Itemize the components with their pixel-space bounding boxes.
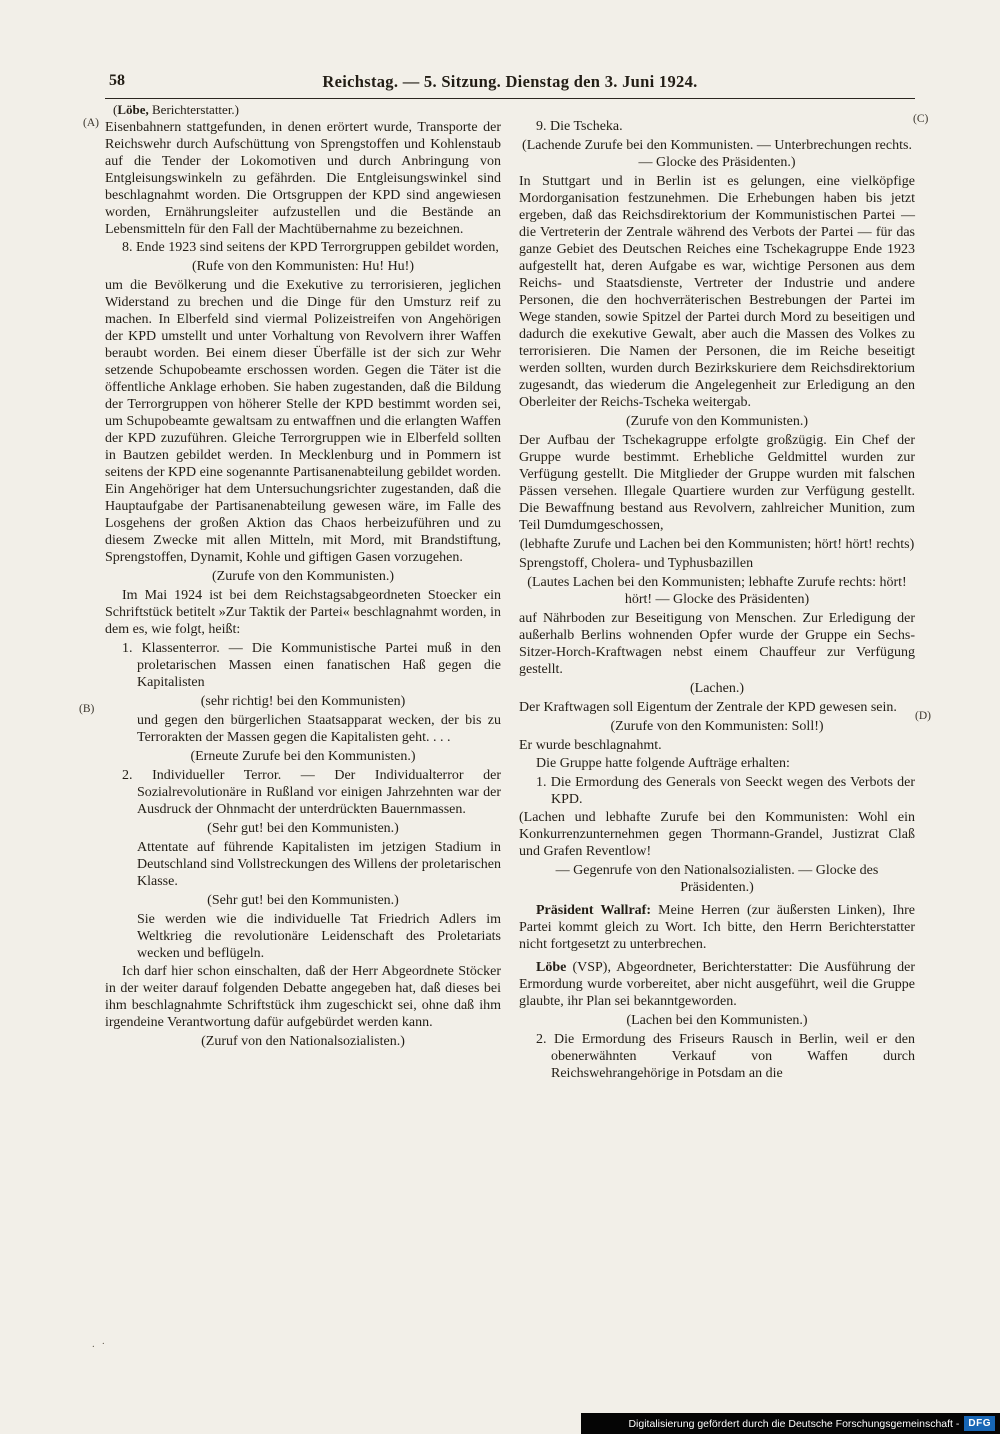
paragraph: (Erneute Zurufe bei den Kommunisten.) [190, 749, 416, 764]
paragraph: Attentate auf führende Kapitalisten im jetzigen Stadium in Deutschland sind Vollstreckungen des Willens der proletarischen Klasse. [137, 840, 501, 889]
page-number: 58 [109, 72, 125, 89]
margin-marker-d: (D) [915, 710, 931, 722]
paragraph: auf Nährboden zur Beseitigung von Menschen. Zur Erledigung der außerhalb Berlins wohnenden Opfer wurde der Gruppe ein Sechs-Sitzer-Horch-Kraftwagen nebst einem Chauffeur zur Verfügung gestellt. [519, 611, 915, 677]
paragraph: Ich darf hier schon einschalten, daß der Herr Abgeordnete Stöcker in der weiter darauf folgenden Debatte angegeben hat, daß dieses bei ihm beschlagnahmte Schriftstück ihm zugeschickt sei, ohne daß ihm irgendeine Verantwortung dafür aufgebürdet werden kann. [105, 964, 501, 1030]
paragraph: (Sehr gut! bei den Kommunisten.) [207, 821, 399, 836]
paragraph: (Lautes Lachen bei den Kommunisten; lebhafte Zurufe rechts: hört! hört! — Glocke des Präsidenten) [527, 575, 907, 607]
paragraph: Er wurde beschlagnahmt. [519, 738, 662, 753]
paragraph: 2. Individueller Terror. — Der Individualterror der Sozialrevolutionäre in Rußland vor einigen Jahrzehnten war der Ausdruck der Ohnmacht der unterdrückten Bauernmassen. [122, 768, 501, 817]
page-header [105, 72, 915, 96]
section-heading: 9. Die Tscheka. [536, 119, 623, 134]
speaker-note: (Löbe, Berichterstatter.) [113, 102, 240, 117]
paragraph: Der Aufbau der Tschekagruppe erfolgte großzügig. Ein Chef der Gruppe wurde bestimmt. Erhebliche Geldmittel wurden zur Verfügung gestellt. Die Mitglieder der Gruppe wurden mit falschen Pässen versehen. Illegale Quartiere wurden zur Verfügung gestellt. Die Bewaffnung bestand aus Revolvern, zahlreicher Munition, zum Teil Dumdumgeschossen, [519, 433, 915, 533]
paragraph: um die Bevölkerung und die Exekutive zu terrorisieren, jeglichen Widerstand zu brechen und die Dinge für den Umsturz reif zu machen. In Elberfeld sind viermal Polizeistreifen von Angehörigen der KPD umstellt und unter Vorhaltung von Revolvern ihrer Waffen beraubt worden. Bei einem dieser Überfälle ist der sich zur Wehr setzende Schupobeamte erschossen worden. Gegen die Täter ist die öffentliche Anklage erhoben. Sie haben zugestanden, daß die Bildung der Terrorgruppen von höherer Stelle der KPD bestimmt worden sei, um Schupobeamte gewaltsam zu entwaffnen und die erlangten Waffen der KPD zuzuführen. Gleiche Terrorgruppen wie in Elberfeld sollten in Bautzen gebildet werden. In Mecklenburg und in Pommern ist seitens der KPD eine sogenannte Partisanenabteilung gebildet worden. Ein Angehöriger hat dem Untersuchungsrichter zugestanden, daß die Hauptaufgabe der Partisanenabteilung gewesen wäre, im Falle des Losgehens der großen Aktion das Chaos herbeizuführen und zu diesem Zwecke mit allen Mitteln, mit Mord, mit Brandstiftung, Sprengstoffen, Dynamit, Kohle und giftigen Gasen vorzugehen. [105, 278, 501, 565]
paragraph: 1. Die Ermordung des Generals von Seeckt wegen des Verbots der KPD. [536, 775, 915, 807]
paragraph: (lebhafte Zurufe und Lachen bei den Kommunisten; hört! hört! rechts) [519, 537, 915, 552]
paragraph: 8. Ende 1923 sind seitens der KPD Terrorgruppen gebildet worden, [122, 240, 499, 255]
paragraph: (sehr richtig! bei den Kommunisten) [200, 694, 406, 709]
paragraph: 1. Klassenterror. — Die Kommunistische Partei muß in den proletarischen Massen einen fanatischen Haß gegen die Kapitalisten [122, 641, 501, 690]
stray-marks: . · [92, 1338, 108, 1350]
paragraph: Im Mai 1924 ist bei dem Reichstagsabgeordneten Stoecker ein Schriftstück betitelt »Zur Taktik der Partei« beschlagnahmt worden, in dem es, wie folgt, heißt: [105, 588, 501, 637]
margin-marker-c: (C) [913, 113, 929, 125]
paragraph: (Zuruf von den Nationalsozialisten.) [201, 1034, 405, 1049]
text-columns [105, 101, 915, 1083]
header-rule [105, 98, 915, 99]
loebe-speech: Löbe (VSP), Abgeordneter, Berichterstatter: Die Ausführung der Ermordung wurde vorbereitet, aber nicht ausgeführt, weil die Gruppe glaubte, ihr Plan sei bekanntgeworden. [519, 960, 915, 1009]
paragraph: Eisenbahnern stattgefunden, in denen erörtert wurde, Transporte der Reichswehr durch Aufschüttung von Sprengstoffen und Kohlenstaub auf die Tender der Lokomotiven und durch Anbringung von Entgleisungswinkeln zu gefährden. Die Entgleisungswinkel sind beschlagnahmt worden. Die Ortsgruppen der KPD sind angewiesen worden, Ernährungsleiter aufzustellen und die Bestände an Lebensmitteln für den Fall der Machtübernahme zu bezeichnen. [105, 120, 501, 237]
footer-text: Digitalisierung gefördert durch die Deutsche Forschungsgemeinschaft - [628, 1417, 960, 1430]
footer-bar [581, 1413, 1000, 1434]
paragraph: (Lachende Zurufe bei den Kommunisten. — Unterbrechungen rechts. — Glocke des Präsidenten.) [522, 138, 912, 170]
margin-marker-a: (A) [83, 117, 99, 129]
paragraph: (Zurufe von den Kommunisten.) [626, 414, 808, 429]
paragraph: (Lachen.) [689, 681, 745, 696]
right-column [519, 101, 915, 1083]
paragraph: Der Kraftwagen soll Eigentum der Zentrale der KPD gewesen sein. [519, 700, 897, 715]
paragraph: In Stuttgart und in Berlin ist es gelungen, eine vielköpfige Mordorganisation festzunehmen. Die Erhebungen haben bis jetzt ergeben, daß das Reichsdirektorium der Kommunistischen Partei — die Vertreterin der Zentrale während des Verbots der Partei — für das ganze Gebiet des Deutschen Reiches eine Tschekagruppe Ende 1923 aufgestellt hat, deren Aufgabe es war, wichtige Personen aus dem Reichs- und Staatsdienste, Vertreter der Industrie und andere Personen, die den hochverräterischen Bestrebungen der Partei im Wege standen, sowie Spitzel der Partei durch Mord zu beseitigen und dadurch die exekutive Gewalt, aber auch die Massen des Volkes zu terrorisieren. Die Namen der Personen, die im Reiche beseitigt werden sollten, wurden durch Bezirkskuriere dem Reichsdirektorium zugesandt, das wiederum die Angelegenheit zur Erledigung an den Oberleiter der Reichs-Tscheka weitergab. [519, 174, 915, 410]
dfg-logo: DFG [964, 1416, 995, 1431]
president-speech: Präsident Wallraf: Meine Herren (zur äußersten Linken), Ihre Partei kommt gleich zu Wort. Ich bitte, den Herrn Berichterstatter nicht fortgesetzt zu unterbrechen. [519, 903, 915, 952]
paragraph: und gegen den bürgerlichen Staatsapparat wecken, der bis zu Terrorakten der Massen gegen die Kapitalisten geht. . . . [137, 713, 501, 745]
paragraph: (Zurufe von den Kommunisten.) [212, 569, 394, 584]
paragraph: (Lachen und lebhafte Zurufe bei den Kommunisten: Wohl ein Konkurrenzunternehmen gegen Thormann-Grandel, Justizrat Claß und Grafen Reventlow! [519, 810, 915, 859]
paragraph: Sprengstoff, Cholera- und Typhusbazillen [519, 556, 754, 571]
margin-marker-b: (B) [79, 703, 95, 715]
paragraph: 2. Die Ermordung des Friseurs Rausch in Berlin, weil er den obenerwähnten Verkauf von Waffen durch Reichswehrangehörige in Potsdam an die [536, 1032, 915, 1081]
paragraph: Sie werden wie die individuelle Tat Friedrich Adlers im Weltkrieg die revolutionäre Leidenschaft des Proletariats wecken und beflügeln. [137, 912, 501, 961]
left-column [105, 101, 501, 1052]
paragraph: (Sehr gut! bei den Kommunisten.) [207, 893, 399, 908]
paragraph: (Zurufe von den Kommunisten: Soll!) [610, 719, 824, 734]
paragraph: Die Gruppe hatte folgende Aufträge erhalten: [536, 756, 790, 771]
paragraph: (Rufe von den Kommunisten: Hu! Hu!) [191, 259, 415, 274]
paragraph: (Lachen bei den Kommunisten.) [626, 1013, 808, 1028]
header-title: Reichstag. — 5. Sitzung. Dienstag den 3. Juni 1924. [322, 72, 698, 91]
paragraph: — Gegenrufe von den Nationalsozialisten. — Glocke des Präsidenten.) [555, 863, 879, 895]
